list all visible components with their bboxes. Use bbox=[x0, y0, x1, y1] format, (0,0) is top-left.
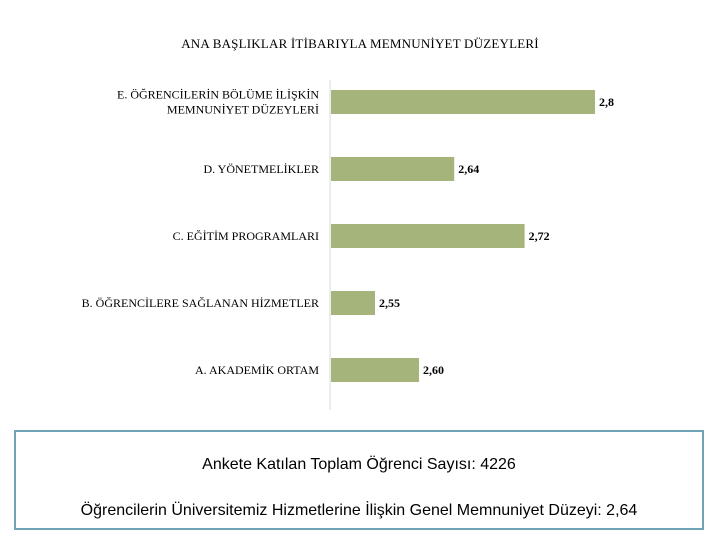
bar-2 bbox=[331, 224, 525, 248]
bar-0 bbox=[331, 90, 595, 114]
bar-3 bbox=[331, 291, 375, 315]
total-students-text: Ankete Katılan Toplam Öğrenci Sayısı: 4226 bbox=[202, 456, 516, 473]
category-label-4: A. AKADEMİK ORTAM bbox=[195, 363, 319, 377]
category-label-2: C. EĞİTİM PROGRAMLARI bbox=[172, 229, 319, 243]
category-label-3: B. ÖĞRENCİLERE SAĞLANAN HİZMETLER bbox=[81, 296, 319, 310]
bar-4 bbox=[331, 358, 419, 382]
value-label-3: 2,55 bbox=[379, 296, 400, 310]
info-box bbox=[14, 430, 704, 530]
bar-1 bbox=[331, 157, 454, 181]
category-label-1: D. YÖNETMELİKLER bbox=[203, 162, 319, 176]
overall-satisfaction-text: Öğrencilerin Üniversitemiz Hizmetlerine İlişkin Genel Memnuniyet Düzeyi: 2,64 bbox=[80, 502, 638, 519]
value-label-4: 2,60 bbox=[423, 363, 444, 377]
category-label-0-line-0: E. ÖĞRENCİLERİN BÖLÜME İLİŞKİN bbox=[117, 87, 319, 102]
category-label-0-line-1: MEMNUNİYET DÜZEYLERİ bbox=[166, 102, 319, 117]
chart-title: ANA BAŞLIKLAR İTİBARIYLA MEMNUNİYET DÜZEYLERİ bbox=[181, 36, 539, 51]
value-label-0: 2,8 bbox=[599, 95, 614, 109]
bars-layer bbox=[82, 80, 614, 410]
value-label-2: 2,72 bbox=[528, 229, 550, 243]
value-label-1: 2,64 bbox=[458, 162, 480, 176]
